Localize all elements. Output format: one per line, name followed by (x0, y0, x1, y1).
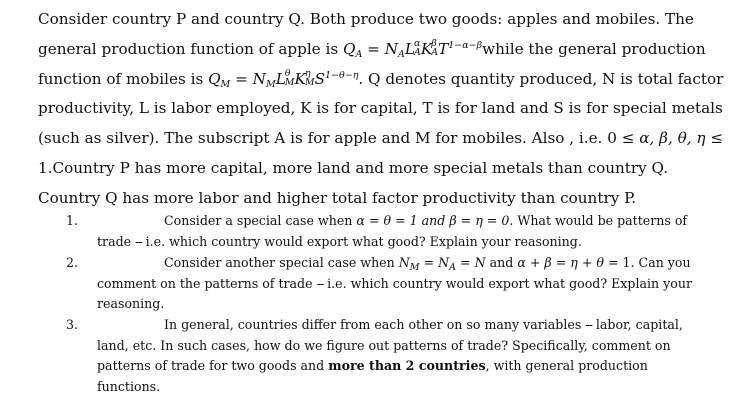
intro-text-4: 1.Country P has more capital, more land and more special metals than country Q. Country Q has more labor and higher total factor productivity than country P. (38, 158, 669, 207)
mobile-production-formula: $Q_M = N_ML$ θ M K η M $S^{1-\theta-\eta}$ (208, 67, 359, 90)
question-text: In general, countries differ from each other on so many variables (164, 317, 582, 332)
question-number: 2. (66, 255, 79, 270)
question-2: 2. Consider another special case when $N_M = N_A = N$ and α + β = η + θ = 1. Can you comment on the patterns of trade -- i.e. which country would export what good? Explain your reasoning. (66, 255, 692, 312)
question-text: i.e. which country would export what good? Explain your reasoning. (97, 275, 692, 312)
question-text: . What would be patterns of trade (97, 213, 688, 249)
intro-paragraph (38, 5, 730, 214)
question-text: i.e. which country would export what good? Explain your reasoning. (145, 233, 582, 249)
apple-production-formula: $Q_A = N_AL$ α A K β A $T^{1-\alpha-\beta}$ (342, 37, 483, 60)
parameter-range-formula: 0 ≤ α, β, θ, η ≤ (607, 129, 724, 148)
question-2-condition: $N_M = N_A = N$ and α + β = η + θ = 1 (398, 255, 631, 273)
intro-text-3: . Q denotes quantity produced, N is total factor productivity, L is labor employed, K is for capital, T is for land and S is for special metals (such as silver). The subscript A is for apple and M for mobiles. Also , i.e. (38, 69, 724, 148)
question-text: Consider a special case when (164, 213, 353, 228)
question-text: . Can you comment on the patterns of trade (97, 255, 691, 291)
question-3: 3. In general, countries differ from each other on so many variables -- labor, capital, land, etc. In such cases, how do we figure out patterns of trade? Specifically, comment on patterns of trade for two goods and more than 2 countries, with general production functions. (66, 317, 683, 394)
question-text: labor, capital, land, etc. In such cases, how do we figure out patterns of trade? Specifically, comment on patterns of trade for two goods and (97, 317, 683, 374)
question-number: 3. (66, 317, 79, 332)
question-1: 1. Consider a special case when α = θ = 1 and β = η = 0. What would be patterns of trade -- i.e. which country would export what good? Explain your reasoning. (66, 213, 688, 249)
question-emphasis: more than 2 countries (328, 358, 486, 374)
question-1-condition: α = θ = 1 and β = η = 0 (356, 213, 510, 228)
question-number: 1. (66, 213, 79, 228)
intro-text-1: Consider country P and country Q. Both produce two goods: apples and mobiles. The general production function of apple is (38, 10, 694, 58)
intro-text-2: while the general production function of mobiles is (38, 39, 706, 88)
question-text: , with general production functions. (97, 358, 648, 394)
question-text: Consider another special case when (164, 255, 395, 270)
